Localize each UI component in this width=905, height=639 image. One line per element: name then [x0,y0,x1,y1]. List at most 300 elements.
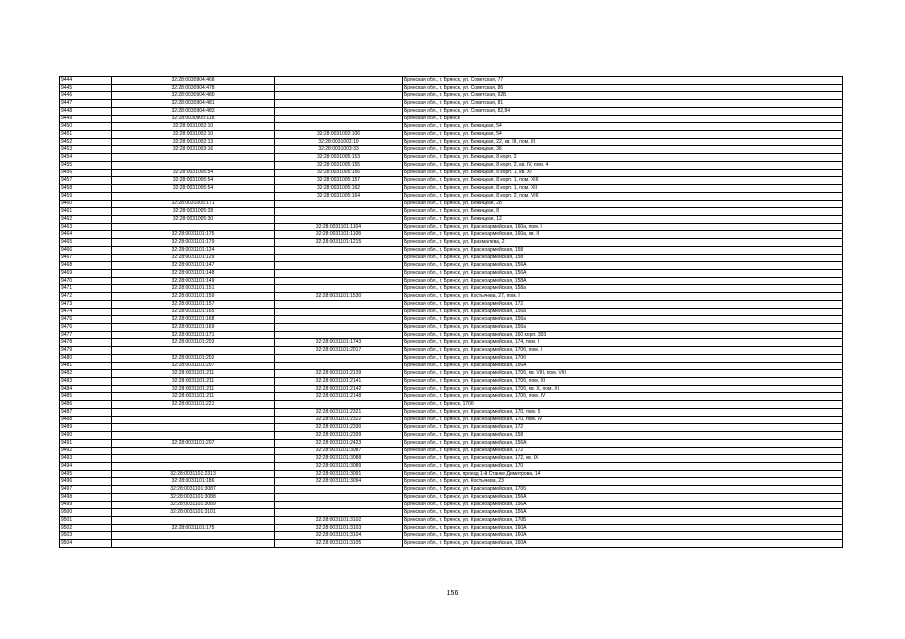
object-number-cell: 32:28:0031101:3103 [275,524,403,532]
parcel-number-cell: 32:28:0031101:124 [112,246,275,254]
table-row [60,146,843,154]
object-number-cell [275,269,403,277]
parcel-number-cell [112,347,275,355]
object-number-cell [275,501,403,509]
row-number-cell: 9444 [60,77,112,85]
object-number-cell: 32:28:0031005:156 [275,169,403,177]
row-number-cell: 9483 [60,378,112,386]
row-number-cell: 9460 [60,200,112,208]
parcel-number-cell [112,455,275,463]
address-cell: Брянская обл., г. Брянск, ул. Советская, 86 [403,84,843,92]
table-row [60,115,843,123]
object-number-cell: 32:28:0031101:1215 [275,239,403,247]
object-number-cell: 32:28:0031005:164 [275,192,403,200]
parcel-number-cell: 32:28:0031005:28 [112,208,275,216]
parcel-number-cell: 32:28:0031101:202 [112,354,275,362]
address-cell: Брянская обл., г. Брянск, ул. Красноармейская, 170б, пом. I [403,347,843,355]
parcel-number-cell [112,432,275,440]
address-cell: Брянская обл., г. Брянск, ул. Красноармейская, 172 [403,447,843,455]
parcel-number-cell: 32:28:0031101:3101 [112,509,275,517]
table-row [60,77,843,85]
row-number-cell: 9495 [60,470,112,478]
object-number-cell: 32:28:0031101:2017 [275,347,403,355]
table-row [60,378,843,386]
table-row [60,478,843,486]
table-row [60,393,843,401]
table-row [60,285,843,293]
object-number-cell: 32:28:0031101:3094 [275,478,403,486]
row-number-cell: 9486 [60,401,112,409]
parcel-number-cell [112,447,275,455]
address-cell: Брянская обл., г. Брянск, ул. Бежицкая, 8 корп. 2, пом. VIII [403,192,843,200]
address-cell: Брянская обл., г. Брянск, ул. Красноармейская, 170, пом. IV [403,416,843,424]
object-number-cell [275,285,403,293]
parcel-number-cell: 32:28:0031005:54 [112,185,275,193]
table-row [60,316,843,324]
address-cell: Брянская обл., г. Брянск, 170б [403,401,843,409]
parcel-number-cell [112,424,275,432]
table-row [60,208,843,216]
row-number-cell: 9458 [60,185,112,193]
parcel-number-cell: 32:28:0031101:175 [112,524,275,532]
parcel-number-cell: 32:28:0031101:147 [112,262,275,270]
row-number-cell: 9463 [60,223,112,231]
table-row [60,486,843,494]
address-cell: Брянская обл., г. Брянск, ул. Советская, 82,84 [403,107,843,115]
row-number-cell: 9466 [60,246,112,254]
row-number-cell: 9489 [60,424,112,432]
object-number-cell: 32:28:0031101:3105 [275,540,403,548]
row-number-cell: 9479 [60,347,112,355]
object-number-cell: 32:28:0031101:3088 [275,455,403,463]
row-number-cell: 9498 [60,493,112,501]
table-row [60,84,843,92]
row-number-cell: 9504 [60,540,112,548]
table-row [60,501,843,509]
object-number-cell: 32:28:0031101:1530 [275,293,403,301]
object-number-cell: 32:28:0031005:153 [275,154,403,162]
object-number-cell: 32:28:0031101:2330 [275,424,403,432]
row-number-cell: 9478 [60,339,112,347]
table-row [60,154,843,162]
address-cell: Брянская обл., г. Брянск, ул. Костычева, 27, пом. I [403,293,843,301]
parcel-number-cell: 32:28:0031003:16 [112,146,275,154]
table-row [60,470,843,478]
row-number-cell: 9456 [60,169,112,177]
row-number-cell: 9472 [60,293,112,301]
address-cell: Брянская обл., г. Брянск, ул. Красноармейская, 170б, пом. XI [403,378,843,386]
row-number-cell: 9485 [60,393,112,401]
parcel-number-cell: 32:28:0031002:10 [112,123,275,131]
table-row [60,300,843,308]
parcel-number-cell: 32:28:0030904:468 [112,77,275,85]
table-row [60,169,843,177]
address-cell: Брянская обл., г. Брянск, ул. Красноармейская, 170, пом. 5 [403,408,843,416]
table-row [60,123,843,131]
row-number-cell: 9481 [60,362,112,370]
table-row [60,462,843,470]
address-cell: Брянская обл., г. Брянск, ул. Красноармейская, 160А [403,524,843,532]
property-table [59,76,843,548]
parcel-number-cell: 32:28:0031101:157 [112,300,275,308]
parcel-number-cell: 32:28:0031101:3088 [112,493,275,501]
parcel-number-cell: 32:28:0031002:10 [112,131,275,139]
object-number-cell: 32:28:0031101:2142 [275,385,403,393]
address-cell: Брянская обл., г. Брянск, ул. Красноармейская, 174, пом. I [403,339,843,347]
table-row [60,262,843,270]
address-cell: Брянская обл., г. Брянск, ул. Красноармейская, 158 [403,246,843,254]
object-number-cell [275,401,403,409]
address-cell: Брянская обл., г. Брянск, ул. Советская, 77 [403,77,843,85]
address-cell: Брянская обл., г. Брянск, ул. Красноармейская, 172, кв. IX [403,455,843,463]
address-cell: Брянская обл., г. Брянск, ул. Красноармейская, 156А [403,501,843,509]
address-cell: Брянская обл., г. Брянск, ул. Красноармейская, 160А [403,532,843,540]
row-number-cell: 9448 [60,107,112,115]
table-row [60,385,843,393]
object-number-cell [275,354,403,362]
object-number-cell [275,215,403,223]
parcel-number-cell: 32:28:0030905:118 [112,115,275,123]
address-cell: Брянская обл., г. Брянск, ул. Красноармейская, 170б, кв. X, пом. XI [403,385,843,393]
object-number-cell: 32:28:0031101:2321 [275,408,403,416]
parcel-number-cell: 32:28:0031101:168 [112,316,275,324]
object-number-cell: 32:28:0031101:2141 [275,378,403,386]
parcel-number-cell: 32:28:0031101:211 [112,385,275,393]
parcel-number-cell: 32:28:0031005:54 [112,169,275,177]
row-number-cell: 9449 [60,115,112,123]
object-number-cell: 32:28:0031003:33 [275,146,403,154]
table-row [60,493,843,501]
row-number-cell: 9475 [60,316,112,324]
table-row [60,185,843,193]
object-number-cell: 32:28:0031101:3102 [275,516,403,524]
parcel-number-cell: 32:28:0031101:3089 [112,501,275,509]
address-cell: Брянская обл., г. Брянск, ул. Красноармейская, 170 [403,462,843,470]
row-number-cell: 9457 [60,177,112,185]
row-number-cell: 9446 [60,92,112,100]
object-number-cell [275,254,403,262]
table-row [60,138,843,146]
row-number-cell: 9464 [60,231,112,239]
row-number-cell: 9465 [60,239,112,247]
address-cell: Брянская обл., г. Брянск, ул. Костычева, 23 [403,478,843,486]
table-row [60,308,843,316]
parcel-number-cell: 32:28:0031101:151 [112,285,275,293]
object-number-cell [275,262,403,270]
parcel-number-cell [112,516,275,524]
object-number-cell: 32:28:0031101:2339 [275,432,403,440]
address-cell: Брянская обл., г. Брянск, ул. Красноармейская, 158 [403,254,843,262]
object-number-cell: 32:28:0031005:155 [275,161,403,169]
object-number-cell [275,509,403,517]
table-row [60,540,843,548]
parcel-number-cell: 32:28:0030904:478 [112,84,275,92]
row-number-cell: 9499 [60,501,112,509]
parcel-number-cell: 32:28:0031005:30 [112,215,275,223]
parcel-number-cell: 32:28:0031101:2313 [112,470,275,478]
object-number-cell: 32:28:0031101:1743 [275,339,403,347]
object-number-cell: 32:28:0031101:2322 [275,416,403,424]
parcel-number-cell: 32:28:0031101:203 [112,339,275,347]
table-row [60,131,843,139]
table-row [60,509,843,517]
object-number-cell: 32:28:0031002:106 [275,131,403,139]
table-row [60,246,843,254]
address-cell: Брянская обл., г. Брянск, ул. Бежицкая, 12 [403,215,843,223]
parcel-number-cell: 32:28:0031101:207 [112,362,275,370]
address-cell: Брянская обл., г. Брянск, ул. Красноармейская, 160А [403,540,843,548]
parcel-number-cell: 32:28:0031101:149 [112,277,275,285]
address-cell: Брянская обл., г. Брянск, ул. Красноармейская, 156А [403,269,843,277]
object-number-cell: 32:28:0031101:3089 [275,462,403,470]
object-number-cell [275,362,403,370]
row-number-cell: 9476 [60,324,112,332]
table-row [60,401,843,409]
address-cell: Брянская обл., г. Брянск, ул. Красноармейская, 170б, пом. IV [403,393,843,401]
row-number-cell: 9451 [60,131,112,139]
row-number-cell: 9501 [60,516,112,524]
address-cell: Брянская обл., г. Брянск, ул. Красноармейская, 158А [403,277,843,285]
parcel-number-cell [112,161,275,169]
table-row [60,416,843,424]
table-row [60,432,843,440]
row-number-cell: 9480 [60,354,112,362]
table-row [60,161,843,169]
object-number-cell [275,308,403,316]
table-row [60,424,843,432]
row-number-cell: 9468 [60,262,112,270]
row-number-cell: 9454 [60,154,112,162]
page-number: 156 [446,590,459,597]
address-cell: Брянская обл., г. Брянск, ул. Советская, 81 [403,100,843,108]
object-number-cell: 32:28:0031002:19 [275,138,403,146]
row-number-cell: 9461 [60,208,112,216]
address-cell: Брянская обл., г. Брянск, ул. Красноармейская, 158а [403,285,843,293]
address-cell: Брянская обл., г. Брянск [403,115,843,123]
table-row [60,455,843,463]
object-number-cell [275,200,403,208]
row-number-cell: 9470 [60,277,112,285]
object-number-cell [275,84,403,92]
address-cell: Брянская обл., г. Брянск, ул. Бежицкая, 8 корп. 2 [403,154,843,162]
row-number-cell: 9462 [60,215,112,223]
parcel-number-cell: 32:28:0031101:221 [112,401,275,409]
object-number-cell [275,316,403,324]
object-number-cell: 32:28:0031101:2148 [275,393,403,401]
object-number-cell [275,100,403,108]
parcel-number-cell: 32:28:0031101:211 [112,378,275,386]
table-row [60,408,843,416]
address-cell: Брянская обл., г. Брянск, ул. Бежицкая, 54 [403,131,843,139]
parcel-number-cell: 32:28:0031101:211 [112,370,275,378]
address-cell: Брянская обл., г. Брянск, ул. Бежицкая, 8 [403,208,843,216]
address-cell: Брянская обл., г. Брянск, ул. Красноармейская, 156А [403,439,843,447]
table-row [60,324,843,332]
row-number-cell: 9447 [60,100,112,108]
row-number-cell: 9500 [60,509,112,517]
row-number-cell: 9492 [60,447,112,455]
parcel-number-cell [112,192,275,200]
row-number-cell: 9445 [60,84,112,92]
row-number-cell: 9453 [60,146,112,154]
address-cell: Брянская обл., г. Брянск, ул. Красноармейская, 156А [403,509,843,517]
address-cell: Брянская обл., г. Брянск, ул. Красноармейская, 170Б [403,516,843,524]
object-number-cell [275,300,403,308]
address-cell: Брянская обл., г. Брянск, ул. Бежицкая, 8 корп. 1, кв. XI [403,169,843,177]
parcel-number-cell: 32:28:0031101:169 [112,324,275,332]
address-cell: Брянская обл., г. Брянск, ул. Красноармейская, 156а [403,316,843,324]
row-number-cell: 9496 [60,478,112,486]
table-row [60,223,843,231]
object-number-cell [275,107,403,115]
row-number-cell: 9455 [60,161,112,169]
parcel-number-cell: 32:28:0031101:3087 [112,486,275,494]
row-number-cell: 9493 [60,455,112,463]
parcel-number-cell [112,540,275,548]
table-row [60,200,843,208]
row-number-cell: 9452 [60,138,112,146]
table-row [60,524,843,532]
table-row [60,177,843,185]
row-number-cell: 9467 [60,254,112,262]
object-number-cell: 32:28:0031101:2139 [275,370,403,378]
parcel-number-cell [112,416,275,424]
row-number-cell: 9450 [60,123,112,131]
row-number-cell: 9503 [60,532,112,540]
address-cell: Брянская обл., г. Брянск, ул. Красноармейская, 156а [403,324,843,332]
object-number-cell [275,115,403,123]
address-cell: Брянская обл., г. Брянск, ул. Бежицкая, 36 [403,146,843,154]
address-cell: Брянская обл., г. Брянск, ул. Красноармейская, 158 [403,432,843,440]
table-row [60,254,843,262]
table-row [60,192,843,200]
row-number-cell: 9488 [60,416,112,424]
address-cell: Брянская обл., г. Брянск, ул. Красноармейская, 172 [403,300,843,308]
address-cell: Брянская обл., г. Брянск, ул. Бежицкая, 54 [403,123,843,131]
address-cell: Брянская обл., г. Брянск, ул. Бежицкая, 8 корп. 2, кв. IV, пом. 4 [403,161,843,169]
table-row [60,231,843,239]
address-cell: Брянская обл., г. Брянск, ул. Красноармейская, 156А [403,362,843,370]
object-number-cell [275,246,403,254]
table-row [60,100,843,108]
parcel-number-cell: 32:28:0031005:171 [112,200,275,208]
address-cell: Брянская обл., г. Брянск, ул. Красноармейская, 160а, кв. II [403,231,843,239]
parcel-number-cell: 32:28:0031101:129 [112,254,275,262]
object-number-cell [275,277,403,285]
object-number-cell [275,324,403,332]
table-row [60,370,843,378]
parcel-number-cell [112,462,275,470]
address-cell: Брянская обл., г. Брянск, ул. Бежицкая, 8 корп. 1, пом. XIII [403,177,843,185]
address-cell: Брянская обл., г. Брянск, ул. Красноармейская, 156А [403,493,843,501]
address-cell: Брянская обл., г. Брянск, ул. Красноармейская, 170б, кв. VIII, пом. VIII [403,370,843,378]
object-number-cell: 32:28:0031101:3091 [275,470,403,478]
row-number-cell: 9490 [60,432,112,440]
row-number-cell: 9474 [60,308,112,316]
object-number-cell [275,208,403,216]
table-row [60,347,843,355]
parcel-number-cell [112,223,275,231]
parcel-number-cell: 32:28:0030904:480 [112,92,275,100]
table-row [60,339,843,347]
parcel-number-cell: 32:28:0031101:171 [112,331,275,339]
address-cell: Брянская обл., г. Брянск, ул. Красноармейская, 170б [403,486,843,494]
address-cell: Брянская обл., г. Брянск, проезд 1-й Станке Димитрова, 14 [403,470,843,478]
table-row [60,516,843,524]
row-number-cell: 9487 [60,408,112,416]
object-number-cell: 32:28:0031101:3087 [275,447,403,455]
row-number-cell: 9469 [60,269,112,277]
object-number-cell: 32:28:0031101:1104 [275,223,403,231]
table-row [60,331,843,339]
row-number-cell: 9473 [60,300,112,308]
parcel-number-cell: 32:28:0031002:13 [112,138,275,146]
address-cell: Брянская обл., г. Брянск, ул. Бежицкая, 28 [403,200,843,208]
address-cell: Брянская обл., г. Брянск, ул. Красноармейская, 172 [403,424,843,432]
row-number-cell: 9477 [60,331,112,339]
table-row [60,215,843,223]
object-number-cell [275,77,403,85]
table-row [60,447,843,455]
address-cell: Брянская обл., г. Брянск, ул. Красноармейская, 156А [403,262,843,270]
row-number-cell: 9502 [60,524,112,532]
address-cell: Брянская обл., г. Брянск, ул. Крахмалева, 2 [403,239,843,247]
parcel-number-cell: 32:28:0031101:211 [112,393,275,401]
parcel-number-cell: 32:28:0031101:148 [112,269,275,277]
parcel-number-cell: 32:28:0030904:481 [112,100,275,108]
object-number-cell [275,331,403,339]
row-number-cell: 9494 [60,462,112,470]
row-number-cell: 9484 [60,385,112,393]
parcel-number-cell: 32:28:0031101:179 [112,239,275,247]
parcel-number-cell [112,532,275,540]
address-cell: Брянская обл., г. Брянск, ул. Красноармейская, 170б [403,354,843,362]
table-row [60,354,843,362]
parcel-number-cell [112,154,275,162]
row-number-cell: 9459 [60,192,112,200]
row-number-cell: 9497 [60,486,112,494]
object-number-cell [275,486,403,494]
address-cell: Брянская обл., г. Брянск, ул. Советская, 92Б [403,92,843,100]
table-row [60,293,843,301]
parcel-number-cell: 32:28:0031101:165 [112,308,275,316]
address-cell: Брянская обл., г. Брянск, ул. Красноармейская, 160а, пом. I [403,223,843,231]
address-cell: Брянская обл., г. Брянск, ул. Красноармейская, 156а [403,308,843,316]
address-cell: Брянская обл., г. Брянск, ул. Красноармейская, 160 корп. 303 [403,331,843,339]
property-table-body [60,77,843,548]
row-number-cell: 9482 [60,370,112,378]
table-row [60,532,843,540]
row-number-cell: 9471 [60,285,112,293]
object-number-cell: 32:28:0031005:162 [275,185,403,193]
table-row [60,92,843,100]
object-number-cell: 32:28:0031101:2423 [275,439,403,447]
address-cell: Брянская обл., г. Брянск, ул. Бежицкая, 22, кв. III, пом. III [403,138,843,146]
address-cell: Брянская обл., г. Брянск, ул. Бежицкая, 8 корп. 1, пом. XII [403,185,843,193]
object-number-cell [275,92,403,100]
object-number-cell [275,493,403,501]
parcel-number-cell: 32:28:0031101:175 [112,231,275,239]
parcel-number-cell: 32:28:0031101:159 [112,293,275,301]
parcel-number-cell: 32:28:0031101:186 [112,478,275,486]
object-number-cell: 32:28:0031101:1108 [275,231,403,239]
parcel-number-cell: 32:28:0030904:483 [112,107,275,115]
row-number-cell: 9491 [60,439,112,447]
object-number-cell [275,123,403,131]
table-row [60,239,843,247]
table-row [60,269,843,277]
table-row [60,107,843,115]
